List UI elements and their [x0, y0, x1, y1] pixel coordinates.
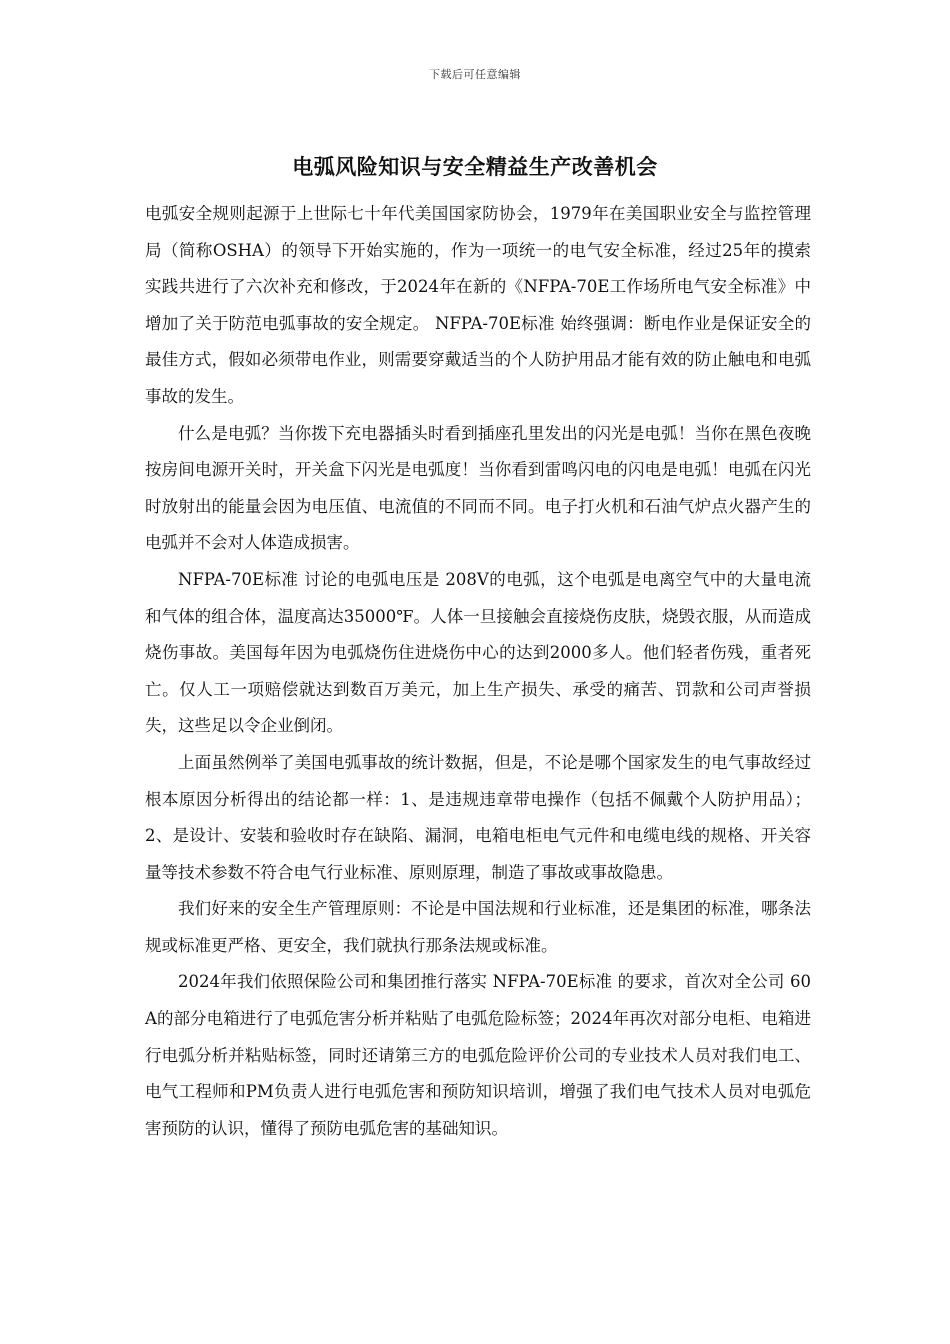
paragraph-root-cause: 上面虽然例举了美国电弧事故的统计数据，但是，不论是哪个国家发生的电气事故经过根本原因分析得出的结论都一样：1、是违规违章带电操作（包括不佩戴个人防护用品）；2、是设计、安装和验收时存在缺陷、漏洞，电箱电柜电气元件和电缆电线的规格、开关容量等技术参数不符合电气行业标准、原则原理，制造了事故或事故隐患。: [145, 752, 811, 882]
paragraph-implementation: 2024年我们依照保险公司和集团推行落实 NFPA-70E标准 的要求，首次对全公司 60 A的部分电箱进行了电弧危害分析并粘贴了电弧危险标签；2024年再次对部分电柜、电箱进行电弧分析并粘贴标签，同时还请第三方的电弧危险评价公司的专业技术人员对我们电工、电气工程师和PM负责人进行电弧危害和预防知识培训，增强了我们电气技术人员对电弧危害预防的认识，懂得了预防电弧危害的基础知识。: [145, 972, 811, 1138]
header-note: 下载后可任意编辑: [429, 68, 521, 81]
paragraph-management-principle: 我们好来的安全生产管理原则：不论是中国法规和行业标准，还是集团的标准，哪条法规或标准更严格、更安全，我们就执行那条法规或标准。: [145, 899, 811, 955]
document-title: 电弧风险知识与安全精益生产改善机会: [292, 154, 658, 179]
paragraph-what-is-arc: 什么是电弧？当你拨下充电器插头时看到插座孔里发出的闪光是电弧！当你在黑色夜晚按房间电源开关时，开关盒下闪光是电弧度！当你看到雷鸣闪电的闪电是电弧！电弧在闪光时放射出的能量会因为电压值、电流值的不同而不同。电子打火机和石油气炉点火器产生的电弧并不会对人体造成损害。: [145, 423, 811, 553]
paragraph-nfpa-standard: NFPA-70E标准 讨论的电弧电压是 208V的电弧，这个电弧是电离空气中的大量电流和气体的组合体，温度高达35000℉。人体一旦接触会直接烧伤皮肤，烧毁衣服，从而造成烧伤事故。美国每年因为电弧烧伤住进烧伤中心的达到2000多人。他们轻者伤残，重者死亡。仅人工一项赔偿就达到数百万美元，加上生产损失、承受的痛苦、罚款和公司声誉损失，这些足以令企业倒闭。: [145, 569, 811, 736]
paragraph-intro: 电弧安全规则起源于上世际七十年代美国国家防协会，1979年在美国职业安全与监控管理局（简称OSHA）的领导下开始实施的，作为一项统一的电气安全标准，经过25年的摸索实践共进行了六次补充和修改，于2024年在新的《NFPA-70E工作场所电气安全标准》中增加了关于防范电弧事故的安全规定。 NFPA-70E标准 始终强调：断电作业是保证安全的最佳方式，假如必须带电作业，则需要穿戴适当的个人防护用品才能有效的防止触电和电弧事故的发生。: [145, 204, 811, 406]
document-body: [145, 196, 811, 1147]
